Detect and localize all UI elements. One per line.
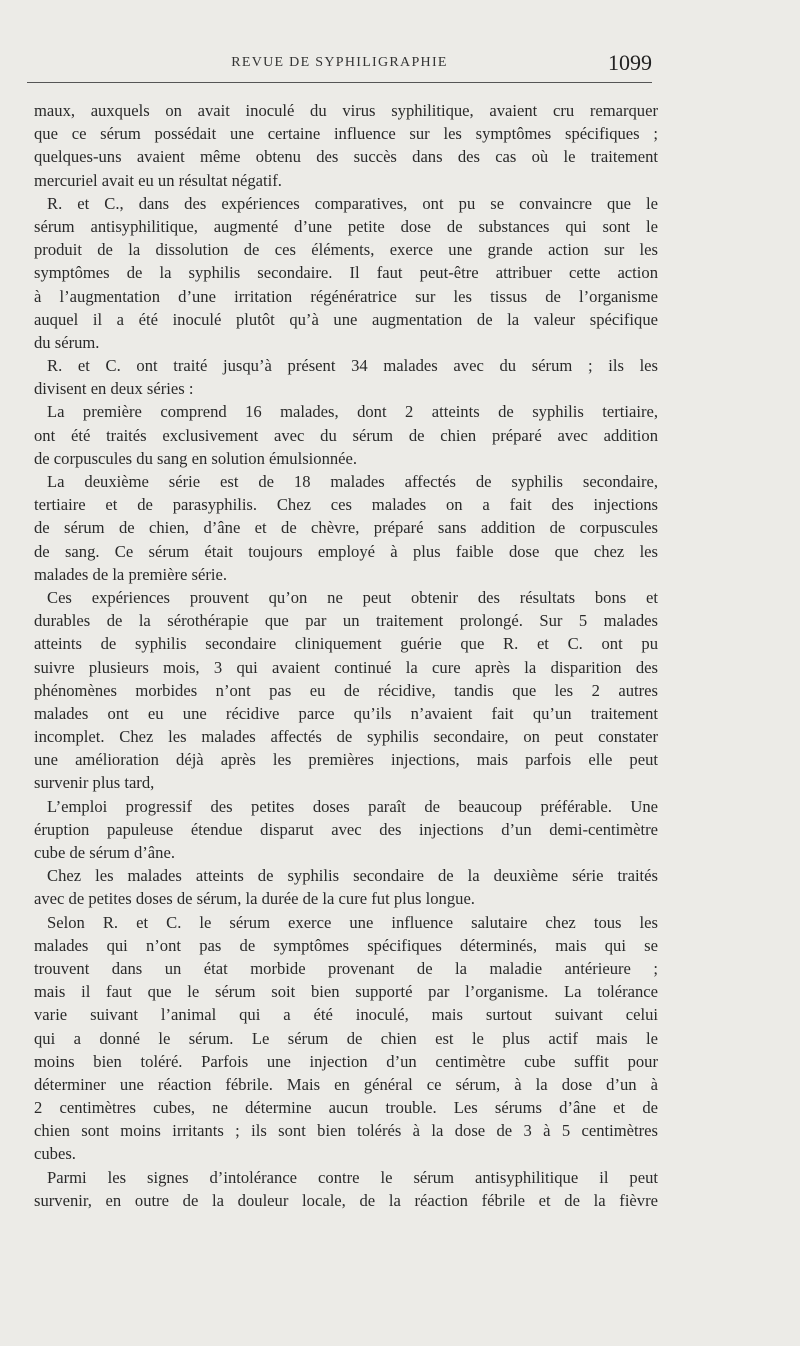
text-line: produit de la dissolution de ces éléments, exerce une grande action sur les bbox=[34, 240, 658, 260]
text-line: maux, auxquels on avait inoculé du virus syphilitique, avaient cru remarquer bbox=[34, 101, 658, 120]
text-line: atteints de syphilis secondaire cliniquement guérie que R. et C. ont pu bbox=[34, 634, 658, 654]
text-line: avec de petites doses de sérum, la durée de la cure fut plus longue. bbox=[34, 889, 475, 909]
text-line: quelques-uns avaient même obtenu des succès dans des cas où le traitement bbox=[34, 147, 658, 167]
text-line: divisent en deux séries : bbox=[34, 379, 194, 399]
text-line: mercuriel avait eu un résultat négatif. bbox=[34, 170, 282, 190]
text-line: survenir plus tard, bbox=[34, 773, 155, 793]
text-line: que ce sérum possédait une certaine influence sur les symptômes spécifiques ; bbox=[34, 124, 658, 144]
text-line: tertiaire et de parasyphilis. Chez ces malades on a fait des injections bbox=[34, 495, 658, 515]
text-line: Ces expériences prouvent qu’on ne peut obtenir des résultats bons et bbox=[47, 587, 658, 607]
text-line: auquel il a été inoculé plutôt qu’à une augmentation de la valeur spécifique bbox=[34, 309, 658, 329]
page-number: 1099 bbox=[608, 50, 652, 75]
header-rule bbox=[27, 82, 652, 83]
text-line: ont été traités exclusivement avec du sérum de chien préparé avec addition bbox=[34, 425, 658, 445]
text-line: incomplet. Chez les malades affectés de syphilis secondaire, on peut constater bbox=[34, 727, 658, 747]
text-line: phénomènes morbides n’ont pas eu de récidive, tandis que les 2 autres bbox=[34, 680, 658, 700]
text-line: du sérum. bbox=[34, 332, 100, 352]
text-line: Chez les malades atteints de syphilis secondaire de la deuxième série traités bbox=[47, 866, 658, 886]
text-line: Parmi les signes d’intolérance contre le sérum antisyphilitique il peut bbox=[47, 1167, 658, 1187]
running-title: REVUE DE SYPHILIGRAPHIE bbox=[231, 55, 448, 70]
text-line: chien sont moins irritants ; ils sont bien tolérés à la dose de 3 à 5 centimètres bbox=[34, 1121, 658, 1141]
text-line: cube de sérum d’âne. bbox=[34, 843, 175, 862]
text-line: déterminer une réaction fébrile. Mais en général ce sérum, à la dose d’un à bbox=[34, 1074, 658, 1094]
text-line: de sang. Ce sérum était toujours employé à plus faible dose que chez les bbox=[34, 541, 658, 561]
body-text bbox=[34, 99, 658, 1212]
text-line: L’emploi progressif des petites doses paraît de beaucoup préférable. Une bbox=[47, 796, 658, 816]
text-line: moins bien toléré. Parfois une injection d’un centimètre cube suffit pour bbox=[34, 1051, 658, 1071]
text-line: symptômes de la syphilis secondaire. Il faut peut-être attribuer cette action bbox=[34, 263, 658, 283]
text-line: R. et C., dans des expériences comparatives, ont pu se convaincre que le bbox=[47, 193, 658, 213]
text-line: 2 centimètres cubes, ne détermine aucun trouble. Les sérums d’âne et de bbox=[34, 1098, 658, 1118]
text-line: sérum antisyphilitique, augmenté d’une petite dose de substances qui sont le bbox=[34, 216, 658, 236]
text-line: survenir, en outre de la douleur locale, de la réaction fébrile et de la fièvre bbox=[34, 1190, 658, 1210]
text-line: malades ont eu une récidive parce qu’ils n’avaient fait qu’un traitement bbox=[34, 703, 658, 723]
text-line: La première comprend 16 malades, dont 2 atteints de syphilis tertiaire, bbox=[47, 402, 658, 422]
text-line: mais il faut que le sérum soit bien supporté par l’organisme. La tolérance bbox=[34, 982, 658, 1002]
text-line: de corpuscules du sang en solution émulsionnée. bbox=[34, 448, 358, 468]
text-line: qui a donné le sérum. Le sérum de chien est le plus actif mais le bbox=[34, 1028, 658, 1048]
text-line: cubes. bbox=[34, 1144, 76, 1164]
text-line: une amélioration déjà après les premières injections, mais parfois elle peut bbox=[34, 750, 658, 770]
text-line: Selon R. et C. le sérum exerce une influence salutaire chez tous les bbox=[47, 912, 658, 932]
text-line: durables de la sérothérapie que par un traitement prolongé. Sur 5 malades bbox=[34, 611, 658, 631]
text-line: éruption papuleuse étendue disparut avec des injections d’un demi-centimètre bbox=[34, 819, 658, 839]
text-line: suivre plusieurs mois, 3 qui avaient continué la cure après la disparition des bbox=[34, 657, 658, 677]
text-line: malades qui n’ont pas de symptômes spécifiques déterminés, mais qui se bbox=[34, 935, 658, 955]
text-line: La deuxième série est de 18 malades affectés de syphilis secondaire, bbox=[47, 472, 658, 491]
page-header bbox=[27, 50, 652, 82]
text-line: de sérum de chien, d’âne et de chèvre, préparé sans addition de corpuscules bbox=[34, 518, 658, 538]
text-line: malades de la première série. bbox=[34, 564, 228, 584]
text-line: à l’augmentation d’une irritation régénératrice sur les tissus de l’organisme bbox=[34, 286, 658, 306]
text-line: trouvent dans un état morbide provenant de la maladie antérieure ; bbox=[34, 958, 658, 978]
text-line: varie suivant l’animal qui a été inoculé, mais surtout suivant celui bbox=[34, 1005, 658, 1025]
text-line: R. et C. ont traité jusqu’à présent 34 malades avec du sérum ; ils les bbox=[47, 356, 658, 376]
